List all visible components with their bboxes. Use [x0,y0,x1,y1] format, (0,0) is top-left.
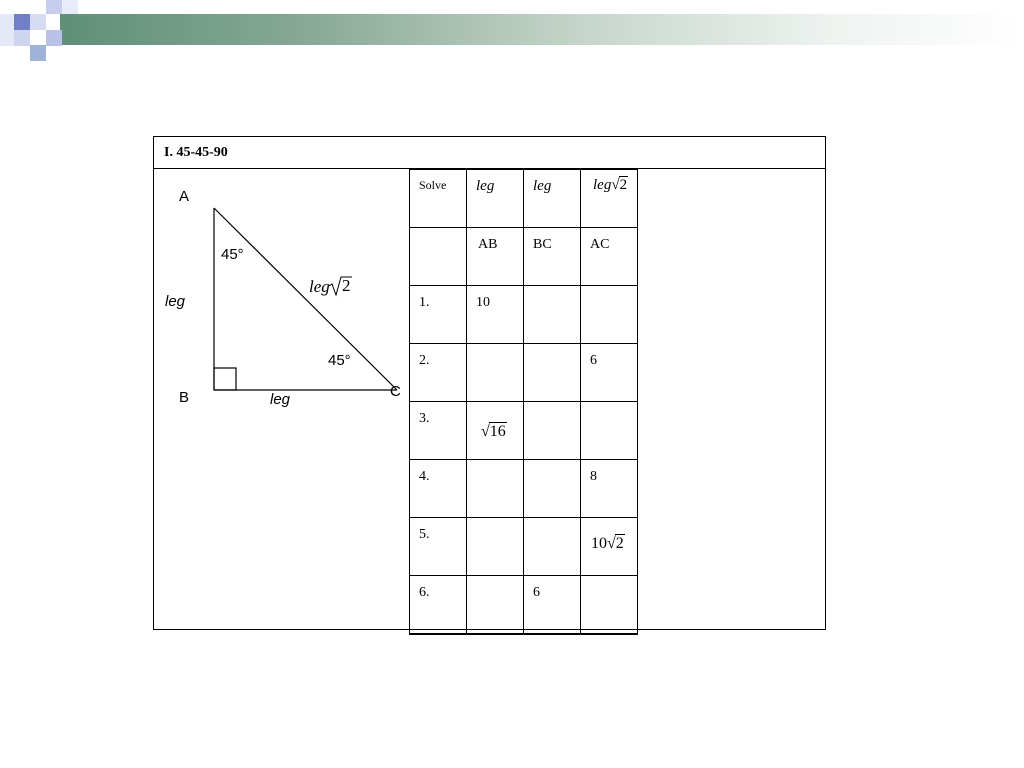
table-header-row [410,170,638,228]
vertex-b-label: B [179,389,190,406]
table-cell [524,576,581,635]
table-cell [410,286,467,344]
angle-a-label: 45° [221,246,244,263]
cell-ac-coefficient: 10 [591,535,607,552]
table-cell [524,228,581,286]
table-cell [410,170,467,228]
table-cell [581,228,638,286]
side-ab-label: leg [165,293,186,310]
table-cell [467,228,524,286]
radical-sign-icon: √ [607,535,616,552]
table-cell [467,576,524,635]
radical-sign-icon: √ [481,423,490,440]
solve-table [409,169,638,635]
section-title: I. 45-45-90 [164,145,228,160]
table-sides-row [410,228,638,286]
hypotenuse-radicand: 2 [342,276,351,295]
table-cell [467,518,524,576]
table-cell [581,170,638,228]
table-cell [467,460,524,518]
cell-ac [591,534,625,553]
table-cell [467,286,524,344]
table-cell [410,518,467,576]
table-row [410,460,638,518]
table-row [410,344,638,402]
table-cell [410,460,467,518]
vertex-a-label: A [179,188,190,205]
table-cell [524,460,581,518]
side-bc: BC [533,237,552,252]
table-cell [581,344,638,402]
cell-ac-radicand: 2 [615,535,624,552]
hypotenuse-label-prefix: leg [309,277,330,296]
triangle-hypotenuse [214,208,397,390]
header-hypotenuse-radicand: 2 [619,177,628,193]
table-cell [467,344,524,402]
radical-sign-icon: √ [611,177,620,193]
side-ab: AB [478,237,498,252]
row-number: 3. [419,411,430,426]
table-cell [581,576,638,635]
table-cell [524,286,581,344]
side-ac: AC [590,237,610,252]
cell-ab [481,422,507,441]
header-leg-1: leg [476,178,495,194]
table-cell [410,402,467,460]
table-cell [467,170,524,228]
table-cell [410,228,467,286]
hypotenuse-label [309,277,330,297]
row-number: 1. [419,295,430,310]
row-number: 6. [419,585,430,600]
cell-bc: 6 [533,585,540,600]
cell-ab: 10 [476,295,490,310]
angle-c-label: 45° [328,352,351,369]
header-leg-2: leg [533,178,552,194]
table-cell [467,402,524,460]
table-cell [524,170,581,228]
table-row [410,576,638,635]
table-cell [581,460,638,518]
side-bc-label: leg [270,391,291,408]
table-cell [410,344,467,402]
header-hypotenuse [593,176,628,194]
header-hypotenuse-prefix: leg [593,177,612,193]
table-cell [524,402,581,460]
table-cell [524,518,581,576]
row-number: 2. [419,353,430,368]
header-solve: Solve [419,178,447,192]
table-row [410,518,638,576]
row-number: 5. [419,527,430,542]
table-cell [524,344,581,402]
vertex-c-label: C [390,383,401,400]
table-cell [581,286,638,344]
cell-ac: 6 [590,353,597,368]
table-cell [581,518,638,576]
cell-ac: 8 [590,469,597,484]
table-row [410,402,638,460]
right-angle-marker [214,368,236,390]
table-cell [410,576,467,635]
row-number: 4. [419,469,430,484]
table-row [410,286,638,344]
cell-ab-radicand: 16 [489,423,506,440]
table-cell [581,402,638,460]
